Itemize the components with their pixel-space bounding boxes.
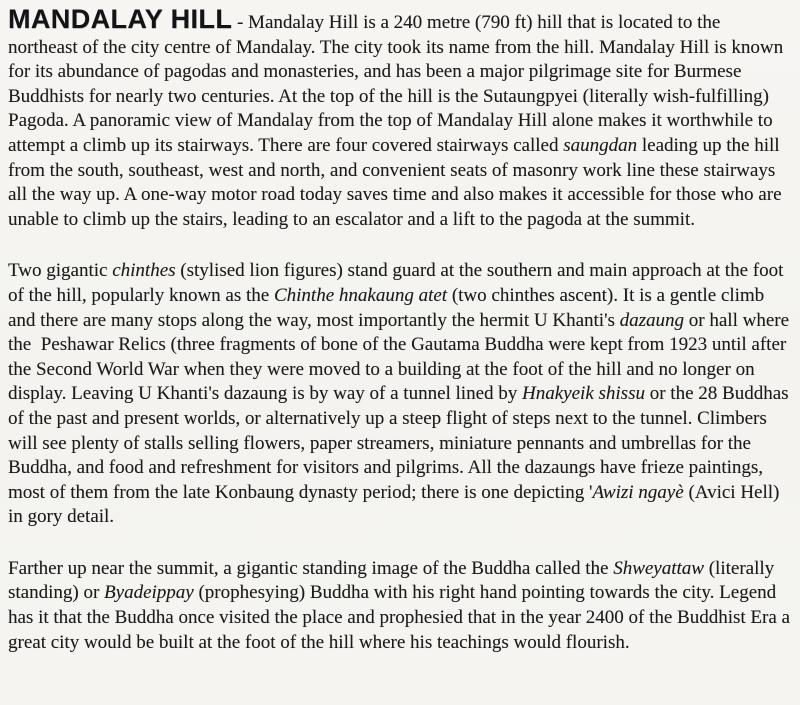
body-text: or hall where the Peshawar Relics (three fragments of bone of the Gautama Buddha were kept from 1923 until after the Second World War when they were moved to a building at the foot of the hill and no longer on display. Leaving U Khanti's dazaung is by way of a tunnel lined by — [8, 309, 794, 405]
body-text: leading up the hill from the south, southeast, west and north, and convenient seats of masonry work line these stairways all the way up. A one-way motor road today saves time and also makes it accessible for those who are unable to climb up the stairs, leading to an escalator and a lift to the pagoda at the summit. — [8, 134, 787, 230]
paragraph — [8, 259, 794, 530]
paragraph — [8, 4, 790, 232]
italic-term: chinthes — [112, 260, 176, 282]
document-title: MANDALAY HILL — [8, 4, 233, 34]
italic-term: saungdan — [563, 134, 638, 156]
body-text: Farther up near the summit, a gigantic standing image of the Buddha called the — [8, 557, 614, 579]
body-text: (Avici Hell) in gory detail. — [8, 481, 785, 528]
document-body — [8, 4, 795, 655]
body-text: Two gigantic — [8, 260, 113, 282]
body-text: (literally standing) or — [8, 557, 779, 604]
body-text: (prophesying) Buddha with his right hand pointing towards the city. Legend has it that the Buddha once visited the place and prophesied that in the year 2400 of the Buddhist Era a great city would be built at the foot of the hill where his teachings would flourish. — [8, 582, 795, 653]
body-text: (stylised lion figures) stand guard at the southern and main approach at the foot of the hill, popularly known as the — [8, 260, 789, 306]
italic-term: dazaung — [619, 309, 685, 331]
italic-term: Awizi ngayè — [592, 481, 684, 503]
paragraph — [8, 557, 795, 655]
body-text: (two chinthes ascent). It is a gentle climb and there are many stops along the way, most importantly the hermit U Khanti's — [8, 284, 769, 331]
body-text: - Mandalay Hill is a 240 metre (790 ft) hill that is located to the northeast of the city centre of Mandalay. The city took its name from the hill. Mandalay Hill is known for its abundance of pagodas and monasteries, and has been a major pilgrimage site for Burmese Buddhists for nearly two centuries. At the top of the hill is the Sutaungpyei (literally wish-fulfilling) Pagoda. A panoramic view of Mandalay from the top of Mandalay Hill alone makes it worthwhile to attempt a climb up its stairways. There are four covered stairways called — [8, 12, 788, 156]
italic-term: Byadeippay — [104, 582, 194, 604]
italic-term: Shweyattaw — [613, 557, 704, 579]
italic-term: Chinthe hnakaung atet — [273, 284, 448, 306]
italic-term: Hnakyeik shissu — [522, 383, 645, 405]
body-text: or the 28 Buddhas of the past and present worlds, or alternatively up a steep flight of steps next to the tunnel. Climbers will see plenty of stalls selling flowers, paper streamers, miniature pennants and umbrellas for the Buddha, and food and refreshment for visitors and pilgrims. All the dazaungs have frieze paintings, most of them from the late Konbaung dynasty period; there is one depicting ' — [8, 383, 794, 503]
